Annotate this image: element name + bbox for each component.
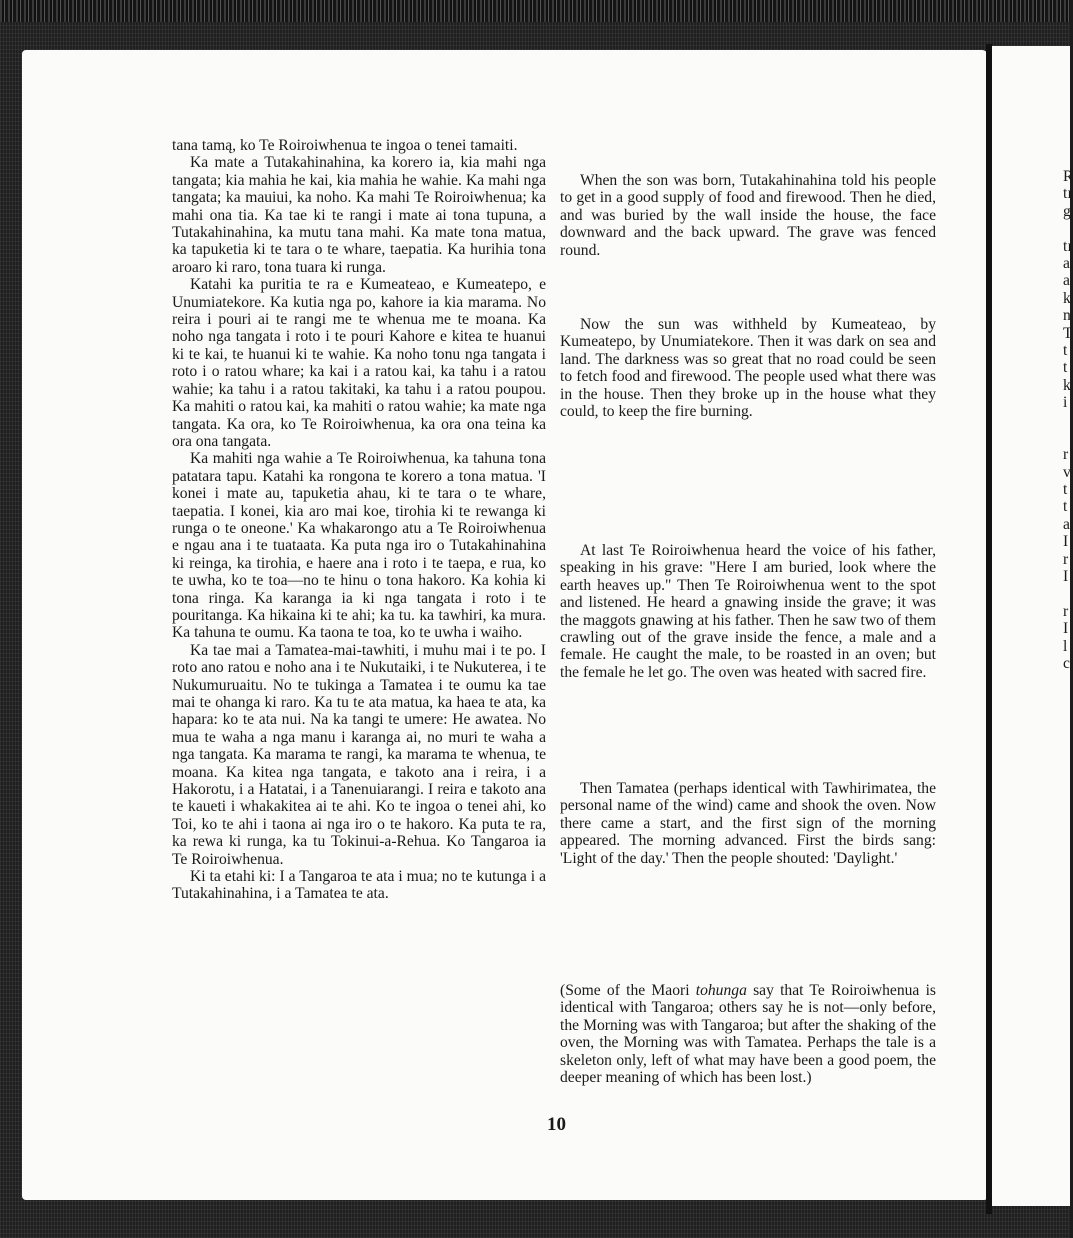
note-italic-term: tohunga bbox=[695, 982, 747, 999]
edge-letter: tı bbox=[1063, 237, 1072, 255]
note-text-after: say that Te Roiroiwhenua is identical with Tangaroa; others say he is not—only before, the Morning was with Tangaroa; but after the shaking of the oven, the Morning was with Tamatea. Perhaps the tale is a skeleton only, left of what may have been a good poem, the deeper meaning of which has been lost.) bbox=[560, 982, 936, 1087]
edge-letter: a bbox=[1063, 254, 1070, 272]
maori-paragraph: Ka mate a Tutakahinahina, ka korero ia, kia mahi nga tangata; kia mahia he kai, kia mahia he wahie. Ka mahi nga tangata; ka mauiui, ka noho. Ka mahi Te Roiroiwhenua; ka mahi ona tia. Ka tae ki te rangi i mate ai tona tupuna, a Tutakahinahina, ka mutu tana mahi. Ka mate tona matua, ka tapuketia ki te tara o te whare, taepatia. Ka hurihia tona aroaro ki raro, tona tuara ki runga. bbox=[172, 154, 546, 276]
edge-letter: r bbox=[1063, 446, 1069, 464]
english-paragraph: At last Te Roiroiwhenua heard the voice of his father, speaking in his grave: "Here I am buried, look where the earth heaves up." Then Te Roiroiwhenua went to the spot and listened. He heard a gnawing inside the grave; it was the maggots gnawing at his father. Then he saw two of them crawling out of the grave inside the fence, a male and a female. He caught the male, to be roasted in an oven; but the female he let go. The oven was heated with sacred fire. bbox=[560, 542, 936, 681]
maori-paragraph: Ka tae mai a Tamatea-mai-tawhiti, i muhu mai i te po. I roto ano ratou e noho ana i te Nukutaiki, i te Nukuterea, i te Nukumuruaitu. No te tukinga a Tamatea i te oumu ka tae mai te ohanga ki raro. Ka tu te ata matua, ka haea te ata, ka hapara: ko te ata nui. Na ka tangi te umere: He awatea. No mua te waha a nga manu i karanga ai, no muri te waha a nga tangata. Ka marama te rangi, ka marama te whenua, te moana. Ka kitea nga tangata, e takoto ana i reira, i a Hakorotu, i a Hatatai, i a Tanenuiarangi. I reira e takoto ana te kaueti i whakakitea ai te ahi. Ko te ingoa o tenei ahi, ko Toi, ko te ahi i taona ai nga iro o te hakoro. Ka puta te ra, ka rewa ki runga, ka tu Tokinui-a-Rehua. Ko Tangaroa ia Te Roiroiwhenua. bbox=[172, 641, 546, 868]
edge-letter: a bbox=[1063, 515, 1070, 533]
english-block-2 bbox=[560, 316, 936, 420]
maori-paragraph: Katahi ka puritia te ra e Kumeateao, e Kumeatepo, e Unumiatekore. Ka kutia nga po, kahore ia kia marama. No reira i pouri ai te rangi me te whenua me te moana. Ka noho nga tangata i roto i te pouri Kahore e kitea te huanui ki te kai, te huanui ki te wahie. Ka noho tonu nga tangata i roto i o ratou whare; ka kai i a ratou kai, ka tahu i a ratou wahie; ka tahu i a ratou takitaki, ka tahu i a ratou poupou. Ka mahiti o ratou kai, ka mahiti o ratou wahie; ka mate nga tangata. Ka ora, ko Te Roiroiwhenua, ka ora ona teina ka ora ona tangata. bbox=[172, 276, 546, 450]
edge-letter: R bbox=[1063, 168, 1073, 185]
edge-letter: g bbox=[1063, 202, 1071, 220]
edge-letter: T bbox=[1063, 324, 1073, 342]
english-block-3 bbox=[560, 542, 936, 681]
facing-page-letters bbox=[1063, 168, 1073, 672]
scan-top-edge bbox=[0, 0, 1070, 22]
edge-letter: n bbox=[1063, 307, 1071, 325]
edge-letter bbox=[1063, 585, 1073, 602]
maori-text-column bbox=[172, 137, 546, 903]
edge-letter: a bbox=[1063, 272, 1070, 290]
edge-letter: l bbox=[1063, 637, 1068, 655]
edge-letter bbox=[1063, 220, 1073, 237]
note-text-before: (Some of the Maori bbox=[560, 982, 696, 999]
edge-letter: r bbox=[1063, 550, 1069, 568]
page-number: 10 bbox=[547, 1114, 566, 1135]
edge-letter: k bbox=[1063, 289, 1071, 307]
english-paragraph: When the son was born, Tutakahinahina told his people to get in a good supply of food and firewood. Then he died, and was buried by the wall inside the house, the face downward and the back upward. The grave was fenced round. bbox=[560, 172, 936, 259]
edge-letter: i bbox=[1063, 394, 1068, 412]
english-block-1 bbox=[560, 172, 936, 259]
english-note bbox=[560, 982, 936, 1086]
edge-letter: k bbox=[1063, 376, 1071, 394]
edge-letter: v bbox=[1063, 463, 1071, 481]
edge-letter bbox=[1063, 429, 1073, 446]
edge-letter: tı bbox=[1063, 185, 1072, 203]
english-paragraph: Then Tamatea (perhaps identical with Tawhirimatea, the personal name of the wind) came and shook the oven. Now there came a start, and the first sign of the morning appeared. The morning advanced. First the birds sang: 'Light of the day.' Then the people shouted: 'Daylight.' bbox=[560, 780, 936, 867]
edge-letter: I bbox=[1063, 567, 1069, 585]
english-block-4 bbox=[560, 780, 936, 867]
maori-paragraph: tana tamą, ko Te Roiroiwhenua te ingoa o tenei tamaiti. bbox=[172, 137, 518, 154]
edge-letter: t bbox=[1063, 359, 1068, 377]
facing-page-edge bbox=[992, 46, 1070, 1206]
maori-paragraph: Ka mahiti nga wahie a Te Roiroiwhenua, ka tahuna tona patatara tapu. Katahi ka rongona te korero a tona matua. 'I konei i mate au, tapuketia ahau, ki te tara o te whare, taepatia. I konei, kia aro mai koe, tirohia ki te rewanga ki runga o te oneone.' Ka whakarongo atu a Te Roiroiwhenua e ngau ana i te tuataata. Ka puta nga iro o Tutakahinahina ki reinga, ka tirohia, e haere ana i roto i te taepa, e rua, ko te uwha, ko te toa—no te hinu o tona hakoro. Ka kohia ki tona ringa. Ka karanga ia ki nga tangata i roto i te pouritanga. Ka hikaina ki te ahi; ka tu. ka tawhiri, ka mura. Ka tahuna te oumu. Ka taona te toa, ko te uwha i waiho. bbox=[172, 450, 546, 642]
edge-letter: I bbox=[1063, 620, 1069, 638]
edge-letter bbox=[1063, 411, 1073, 428]
edge-letter: t bbox=[1063, 341, 1068, 359]
edge-letter: c bbox=[1063, 654, 1070, 672]
edge-letter: r bbox=[1063, 602, 1069, 620]
edge-letter: t bbox=[1063, 498, 1068, 516]
english-note-block bbox=[560, 982, 936, 1086]
maori-paragraph: Ki ta etahi ki: I a Tangaroa te ata i mua; no te kutunga i a Tutakahinahina, i a Tamatea te ata. bbox=[172, 868, 546, 903]
edge-letter: t bbox=[1063, 481, 1068, 499]
english-paragraph: Now the sun was withheld by Kumeateao, by Kumeatepo, by Unumiatekore. Then it was dark on sea and land. The darkness was so great that no road could be seen to fetch food and firewood. The people used what there was in the house. Then they broke up in the house what they could, to keep the fire burning. bbox=[560, 316, 936, 421]
edge-letter: I bbox=[1063, 533, 1069, 551]
